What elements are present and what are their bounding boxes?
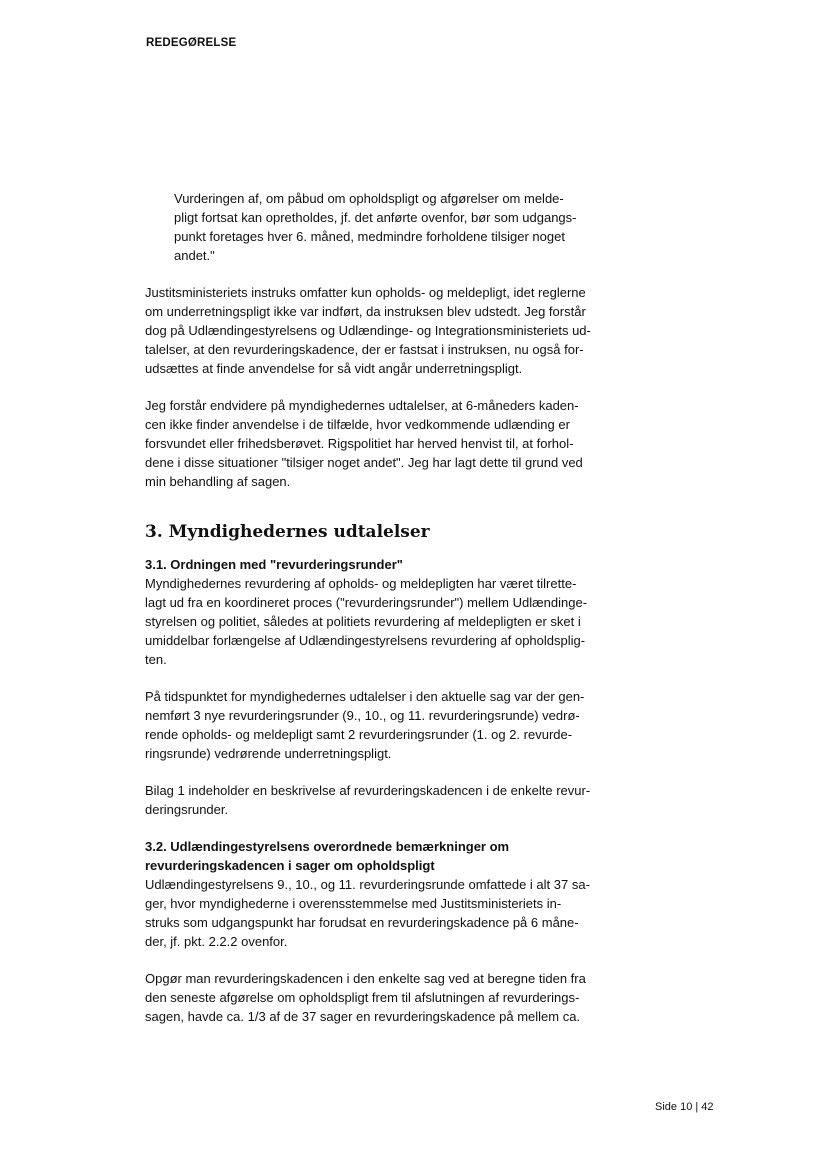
section-heading: 3. Myndighedernes udtalelser <box>145 522 430 542</box>
text-line: sagen, havde ca. 1/3 af de 37 sager en revurderingskadence på mellem ca. <box>145 1009 581 1024</box>
text-line: revurderingskadencen i sager om opholdspligt <box>145 858 435 873</box>
text-line: Jeg forstår endvidere på myndighedernes udtalelser, at 6-måneders kaden- <box>145 398 579 413</box>
text-line: ten. <box>145 652 167 667</box>
page-header: REDEGØRELSE <box>146 37 237 49</box>
text-line: struks som udgangspunkt har forudsat en revurderingskadence på 6 måne- <box>145 915 579 930</box>
text-line: Opgør man revurderingskadencen i den enkelte sag ved at beregne tiden fra <box>145 971 586 986</box>
quote-block <box>174 189 624 265</box>
paragraph <box>145 687 625 763</box>
text-line: Myndighedernes revurdering af opholds- og meldepligten har været tilrette- <box>145 576 577 591</box>
text-line: min behandling af sagen. <box>145 474 291 489</box>
text-line: 3.2. Udlændingestyrelsens overordnede bemærkninger om <box>145 839 510 854</box>
paragraph <box>145 875 625 951</box>
text-line: cen ikke finder anvendelse i de tilfælde, hvor vedkommende udlænding er <box>145 417 570 432</box>
text-line: udsættes at finde anvendelse for så vidt angår underretningspligt. <box>145 361 523 376</box>
text-line: talelser, at den revurderingskadence, der er fastsat i instruksen, nu også for- <box>145 342 584 357</box>
text-line: styrelsen og politiet, således at politiets revurdering af meldepligten er sket i <box>145 614 581 629</box>
text-line: nemført 3 nye revurderingsrunder (9., 10., og 11. revurderingsrunde) vedrø- <box>145 708 580 723</box>
text-line: den seneste afgørelse om opholdspligt frem til afslutningen af revurderings- <box>145 990 580 1005</box>
text-line: lagt ud fra en koordineret proces ("revurderingsrunder") mellem Udlændinge- <box>145 595 588 610</box>
paragraph <box>145 969 625 1026</box>
paragraph <box>145 283 625 378</box>
text-line: dene i disse situationer "tilsiger noget andet". Jeg har lagt dette til grund ved <box>145 455 583 470</box>
text-line: Vurderingen af, om påbud om opholdspligt og afgørelser om melde- <box>174 191 564 206</box>
text-line: forsvundet eller frihedsberøvet. Rigspolitiet har herved henvist til, at forhol- <box>145 436 574 451</box>
text-line: andet." <box>174 248 215 263</box>
subsection-heading <box>145 837 625 875</box>
text-line: om underretningspligt ikke var indført, da instruksen blev udstedt. Jeg forstår <box>145 304 586 319</box>
text-line: Bilag 1 indeholder en beskrivelse af revurderingskadencen i de enkelte revur- <box>145 783 591 798</box>
paragraph <box>145 396 625 491</box>
text-line: ger, hvor myndighederne i overensstemmelse med Justitsministeriets in- <box>145 896 562 911</box>
text-line: deringsrunder. <box>145 802 229 817</box>
subsection-heading: 3.1. Ordningen med "revurderingsrunder" <box>145 557 403 572</box>
text-line: punkt foretages hver 6. måned, medmindre forholdene tilsiger noget <box>174 229 565 244</box>
paragraph <box>145 781 625 819</box>
text-line: pligt fortsat kan opretholdes, jf. det anførte ovenfor, bør som udgangs- <box>174 210 577 225</box>
text-line: ringsrunde) vedrørende underretningspligt. <box>145 746 392 761</box>
text-line: der, jf. pkt. 2.2.2 ovenfor. <box>145 934 288 949</box>
text-line: Udlændingestyrelsens 9., 10., og 11. revurderingsrunde omfattede i alt 37 sa- <box>145 877 590 892</box>
text-line: På tidspunktet for myndighedernes udtalelser i den aktuelle sag var der gen- <box>145 689 585 704</box>
paragraph <box>145 574 625 669</box>
page-number: Side 10 | 42 <box>655 1101 714 1113</box>
text-line: umiddelbar forlængelse af Udlændingestyrelsens revurdering af opholdsplig- <box>145 633 586 648</box>
text-line: Justitsministeriets instruks omfatter kun opholds- og meldepligt, idet reglerne <box>145 285 586 300</box>
document-body <box>145 189 625 1026</box>
text-line: rende opholds- og meldepligt samt 2 revurderingsrunder (1. og 2. revurde- <box>145 727 573 742</box>
text-line: dog på Udlændingestyrelsens og Udlændinge- og Integrationsministeriets ud- <box>145 323 591 338</box>
